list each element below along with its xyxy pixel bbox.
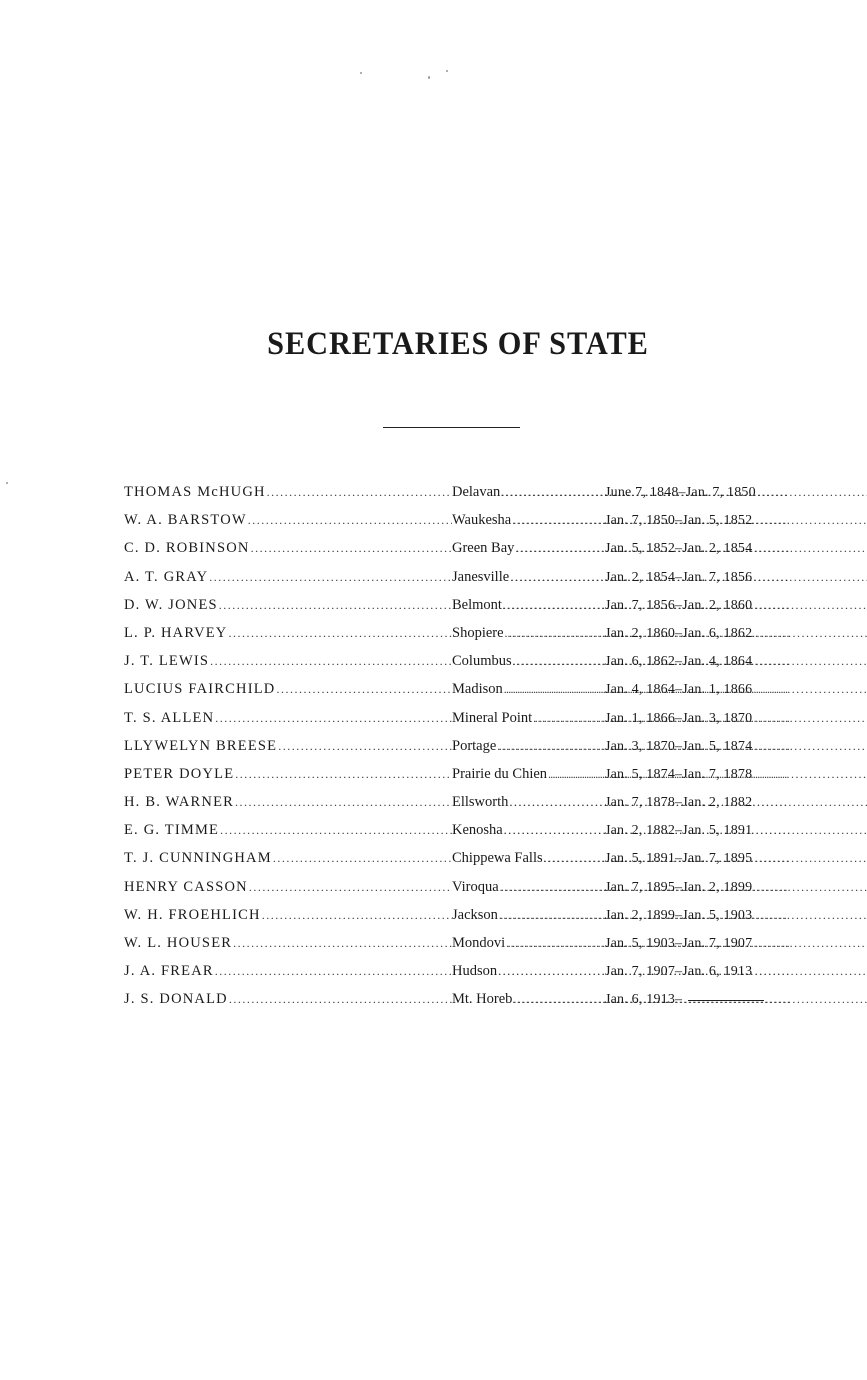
secretary-row (120, 765, 785, 793)
print-speck (446, 70, 448, 72)
term-cell (605, 624, 785, 643)
term-of-office: Jan. 1, 1866–Jan. 3, 1870 (605, 710, 753, 726)
secretary-row (120, 934, 785, 962)
term-of-office: Jan. 5, 1874–Jan. 7, 1878 (605, 766, 753, 782)
secretary-row (120, 568, 785, 596)
title-rule (383, 427, 520, 428)
secretary-name: HENRY CASSON (124, 878, 248, 895)
print-speck (428, 76, 430, 79)
residence: Mondovi (452, 935, 506, 951)
residence: Delavan (452, 484, 501, 500)
term-cell (605, 849, 785, 868)
secretary-name: T. J. CUNNINGHAM (124, 850, 272, 867)
residence: Mineral Point (452, 709, 533, 726)
residence: Green Bay (452, 540, 515, 557)
secretary-name: LUCIUS FAIRCHILD (124, 681, 276, 698)
secretary-row (120, 821, 785, 849)
secretary-name: THOMAS McHUGH (124, 484, 266, 500)
secretary-name: C. D. ROBINSON (124, 540, 250, 557)
secretary-name: W. A. BARSTOW (124, 512, 247, 529)
term-cell (605, 821, 785, 840)
secretary-name: E. G. TIMME (124, 822, 220, 839)
secretary-row (120, 990, 785, 1018)
term-cell (605, 539, 785, 558)
term-of-office: Jan. 7, 1856–Jan. 2, 1860 (605, 597, 753, 613)
term-cell (605, 680, 785, 699)
term-cell (605, 990, 785, 1009)
secretary-row (120, 878, 785, 906)
residence: Portage (452, 737, 497, 754)
secretary-row (120, 709, 785, 737)
term-of-office: Jan. 5, 1891–Jan. 7, 1895 (605, 851, 753, 867)
secretary-row (120, 680, 785, 708)
term-of-office: Jan. 2, 1854–Jan. 7, 1856 (605, 569, 753, 585)
secretary-row (120, 737, 785, 765)
secretary-row (120, 652, 785, 680)
secretary-name: PETER DOYLE (124, 765, 235, 782)
term-cell (605, 906, 785, 925)
residence: Kenosha (452, 822, 503, 839)
print-speck (6, 482, 8, 484)
secretary-name: A. T. GRAY (124, 568, 209, 585)
secretary-row (120, 596, 785, 624)
term-cell (605, 737, 785, 756)
residence: Waukesha (452, 512, 512, 529)
residence: Belmont (452, 596, 502, 613)
secretary-row (120, 849, 785, 877)
term-of-office: Jan. 7, 1850–Jan. 5, 1852 (605, 513, 753, 529)
term-of-office: Jan. 2, 1882–Jan. 5, 1891 (605, 823, 753, 839)
term-cell (605, 652, 785, 671)
secretary-row (120, 483, 785, 511)
residence: Prairie du Chien (452, 765, 548, 782)
secretary-row (120, 906, 785, 934)
term-cell (605, 962, 785, 981)
term-of-office: Jan. 7, 1895–Jan. 2, 1899 (605, 879, 753, 895)
term-cell (605, 793, 785, 812)
term-of-office: Jan. 5, 1903–Jan. 7, 1907 (605, 936, 753, 951)
secretary-name: L. P. HARVEY (124, 624, 228, 641)
term-cell (605, 568, 785, 587)
residence: Columbus (452, 653, 512, 670)
residence: Shopiere (452, 624, 504, 641)
page-title: SECRETARIES OF STATE (267, 326, 649, 362)
secretary-name: LLYWELYN BREESE (124, 737, 278, 754)
term-of-office: Jan. 6, 1913– (605, 992, 683, 1008)
term-of-office: Jan. 7, 1907–Jan. 6, 1913 (605, 964, 753, 980)
term-of-office: Jan. 7, 1878–Jan. 2, 1882 (605, 795, 753, 811)
term-of-office: Jan. 6, 1862–Jan. 4, 1864 (605, 654, 753, 670)
secretary-name: J. S. DONALD (124, 991, 228, 1008)
secretary-name: T. S. ALLEN (124, 709, 215, 726)
residence: Jackson (452, 906, 498, 923)
residence: Mt. Horeb (452, 991, 513, 1008)
term-cell (605, 765, 785, 784)
term-of-office: June 7, 1848–Jan. 7, 1850 (605, 485, 756, 500)
term-cell (605, 878, 785, 897)
open-term-rule (688, 1000, 764, 1001)
term-cell (605, 483, 785, 502)
residence: Viroqua (452, 878, 499, 895)
secretary-row (120, 511, 785, 539)
term-cell (605, 596, 785, 615)
secretary-row (120, 962, 785, 990)
term-of-office: Jan. 5, 1852–Jan. 2, 1854 (605, 541, 753, 557)
residence: Ellsworth (452, 794, 509, 811)
term-cell (605, 709, 785, 728)
secretaries-list (120, 483, 785, 1019)
term-of-office: Jan. 4, 1864–Jan. 1, 1866 (605, 682, 753, 698)
term-of-office: Jan. 3, 1870–Jan. 5, 1874 (605, 738, 753, 754)
residence: Hudson (452, 963, 498, 980)
term-cell (605, 511, 785, 530)
secretary-row (120, 793, 785, 821)
secretary-name: H. B. WARNER (124, 794, 235, 811)
secretary-name: W. H. FROEHLICH (124, 906, 261, 923)
residence: Janesville (452, 568, 510, 585)
print-speck (360, 72, 362, 74)
term-of-office: Jan. 2, 1860–Jan. 6, 1862 (605, 625, 753, 641)
secretary-row (120, 539, 785, 567)
secretary-name: J. A. FREAR (124, 963, 214, 980)
secretary-name: W. L. HOUSER (124, 935, 233, 951)
secretary-name: D. W. JONES (124, 596, 218, 613)
term-of-office: Jan. 2, 1899–Jan. 5, 1903 (605, 907, 753, 923)
residence: Chippewa Falls (452, 850, 543, 867)
secretary-row (120, 624, 785, 652)
term-cell (605, 934, 785, 953)
residence: Madison (452, 681, 503, 698)
secretary-name: J. T. LEWIS (124, 653, 210, 670)
